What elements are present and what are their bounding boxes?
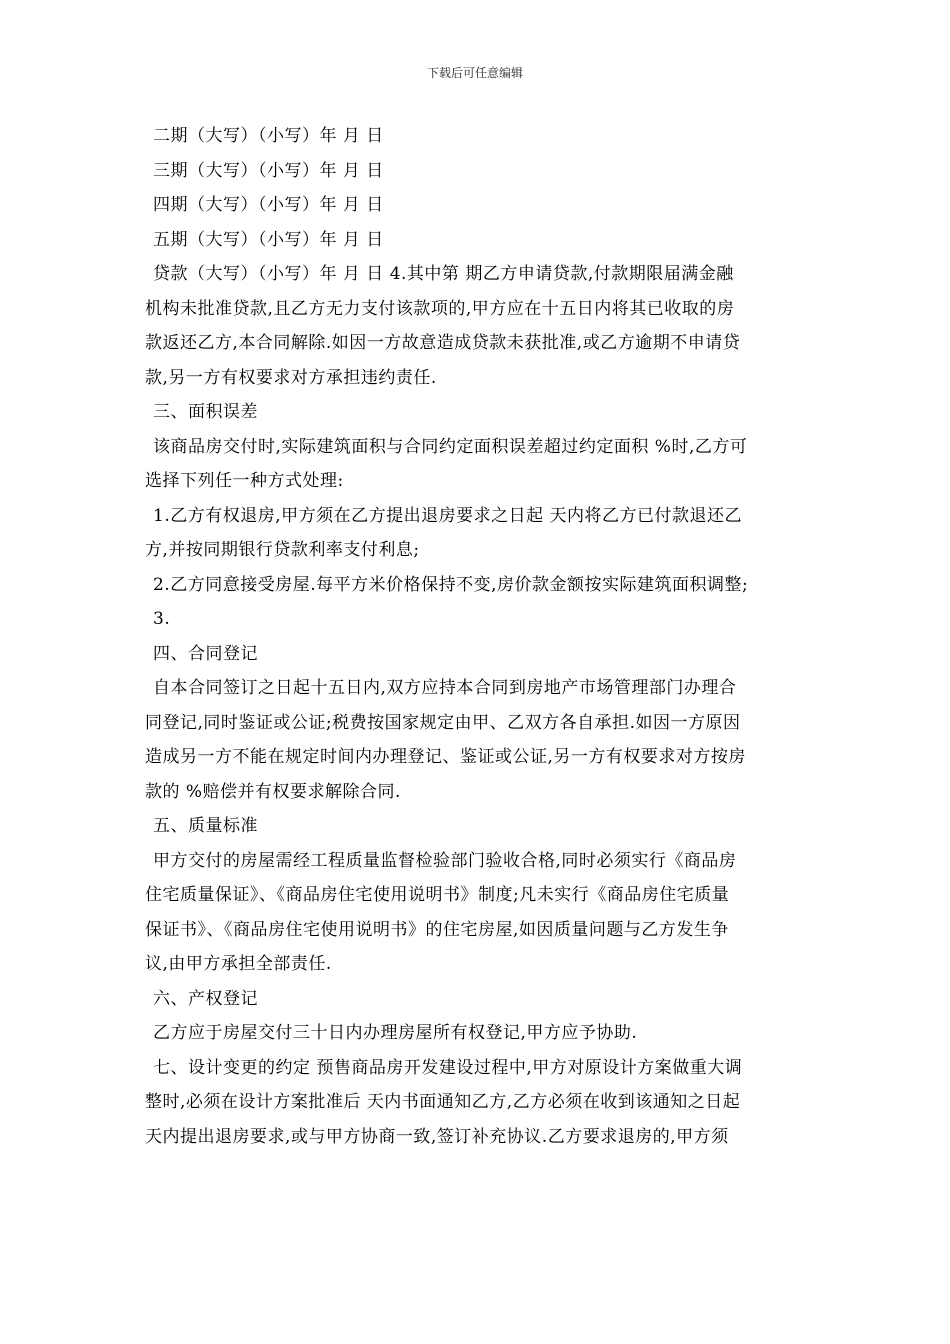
text-line: 同登记,同时鉴证或公证;税费按国家规定由甲、乙双方各自承担.如因一方原因: [145, 712, 741, 733]
text-line: 议,由甲方承担全部责任.: [145, 954, 332, 974]
text-line: 选择下列任一种方式处理:: [145, 471, 344, 491]
text-line: 款的 %赔偿并有权要求解除合同.: [145, 781, 401, 802]
text-line: 二期（大写）（小写）年 月 日: [153, 126, 384, 146]
text-line: 甲方交付的房屋需经工程质量监督检验部门验收合格,同时必须实行《商品房: [153, 850, 737, 871]
page-header: 下载后可任意编辑: [426, 66, 523, 80]
text-line: 七、设计变更的约定 预售商品房开发建设过程中,甲方对原设计方案做重大调: [153, 1057, 743, 1078]
text-line: 方,并按同期银行贷款利率支付利息;: [145, 540, 420, 560]
text-line: 四、合同登记: [153, 643, 258, 664]
text-line: 三期（大写）（小写）年 月 日: [153, 160, 384, 181]
text-line: 住宅质量保证》、《商品房住宅使用说明书》制度;凡未实行《商品房住宅质量: [145, 885, 730, 905]
text-line: 整时,必须在设计方案批准后 天内书面通知乙方,乙方必须在收到该通知之日起: [145, 1092, 741, 1112]
text-line: 3.: [153, 609, 171, 629]
text-line: 保证书》、《商品房住宅使用说明书》的住宅房屋,如因质量问题与乙方发生争: [145, 919, 729, 940]
text-line: 六、产权登记: [153, 988, 258, 1009]
text-line: 乙方应于房屋交付三十日内办理房屋所有权登记,甲方应予协助.: [153, 1023, 638, 1043]
text-line: 款返还乙方,本合同解除.如因一方故意造成贷款未获批准,或乙方逾期不申请贷: [145, 333, 741, 353]
text-line: 款,另一方有权要求对方承担违约责任.: [145, 367, 437, 388]
text-line: 2.乙方同意接受房屋.每平方米价格保持不变,房价款金额按实际建筑面积调整;: [153, 574, 749, 595]
text-line: 三、面积误差: [153, 402, 258, 422]
text-line: 1.乙方有权退房,甲方须在乙方提出退房要求之日起 天内将乙方已付款退还乙: [153, 505, 743, 526]
text-line: 该商品房交付时,实际建筑面积与合同约定面积误差超过约定面积 %时,乙方可: [153, 436, 748, 457]
text-line: 天内提出退房要求,或与甲方协商一致,签订补充协议.乙方要求退房的,甲方须: [145, 1126, 729, 1147]
document-body: [145, 119, 815, 1154]
text-line: 造成另一方不能在规定时间内办理登记、鉴证或公证,另一方有权要求对方按房: [145, 747, 746, 767]
text-line: 四期（大写）（小写）年 月 日: [153, 195, 384, 215]
text-line: 自本合同签订之日起十五日内,双方应持本合同到房地产市场管理部门办理合: [153, 678, 737, 698]
text-line: 贷款（大写）（小写）年 月 日 4.其中第 期乙方申请贷款,付款期限届满金融: [153, 264, 734, 284]
text-line: 五、质量标准: [153, 816, 258, 836]
text-line: 五期（大写）（小写）年 月 日: [153, 229, 384, 250]
text-line: 机构未批准贷款,且乙方无力支付该款项的,甲方应在十五日内将其已收取的房: [145, 298, 735, 319]
